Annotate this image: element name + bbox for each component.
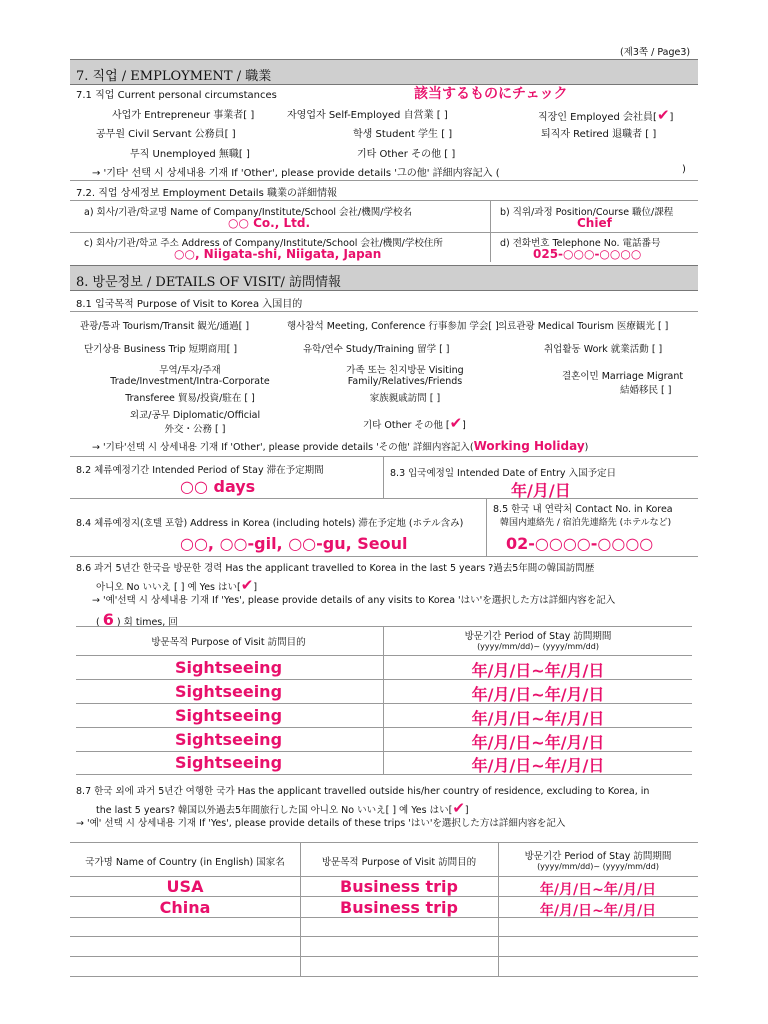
q87-note: → '예' 선택 시 상세내용 기재 If 'Yes', please provide details of these trips 'はい'を選択した方は詳細内容を記入 xyxy=(76,818,566,829)
section-7-title: 7. 직업 / EMPLOYMENT / 職業 xyxy=(76,69,272,84)
t87-row-purpose[interactable]: Business trip xyxy=(340,898,458,917)
check-mark-icon: ✔ xyxy=(449,414,463,432)
telephone-value[interactable]: 025-○○○-○○○○ xyxy=(533,247,642,261)
opt-marriage-line1[interactable]: 결혼이민 Marriage Migrant xyxy=(562,371,684,382)
q84-label: 8.4 체류예정지(호텔 포함) Address in Korea (including hotels) 滞在予定地 (ホテル含み) xyxy=(76,518,464,529)
company-address-value[interactable]: ○○, Niigata-shi, Niigata, Japan xyxy=(174,247,382,261)
t87-row-purpose[interactable]: Business trip xyxy=(340,877,458,896)
check-note: 該当するものにチェック xyxy=(414,86,568,102)
divider xyxy=(383,456,384,498)
check-mark-icon: ✔ xyxy=(656,106,670,124)
t86-header-purpose: 방문목적 Purpose of Visit 訪問目的 xyxy=(151,637,306,648)
t86-row-purpose[interactable]: Sightseeing xyxy=(174,682,283,701)
t86-header-period: 방문기간 Period of Stay 訪問期間 xyxy=(464,631,612,642)
t87-row-period[interactable]: 年/月/日~年/月/日 xyxy=(539,882,657,898)
divider xyxy=(76,703,692,704)
divider xyxy=(70,956,698,957)
korea-address-value[interactable]: ○○, ○○-gil, ○○-gu, Seoul xyxy=(180,534,408,553)
divider xyxy=(486,498,487,556)
divider xyxy=(70,200,698,201)
opt-trade-line3[interactable]: Transferee 貿易/投資/駐在 [ ] xyxy=(125,393,255,404)
q82-label: 8.2 체류예정기간 Intended Period of Stay 滞在予定期間 xyxy=(76,465,324,476)
opt-other-81[interactable] xyxy=(363,414,466,432)
divider xyxy=(70,556,698,557)
divider xyxy=(76,751,692,752)
section-8-title: 8. 방문정보 / DETAILS OF VISIT/ 訪問情報 xyxy=(76,275,342,290)
bracket: ] xyxy=(462,420,466,431)
opt-study[interactable]: 유학/연수 Study/Training 留学 [ ] xyxy=(303,344,450,355)
page-number: (제3쪽 / Page3) xyxy=(620,47,691,58)
company-name-label: a) 회사/기관/학교명 Name of Company/Institute/School 会社/機関/学校名 xyxy=(84,207,412,218)
other-note: → '기타' 선택 시 상세내용 기재 If 'Other', please provide details '그の他' 詳細内容記入 ( xyxy=(92,168,500,179)
opt-entrepreneur[interactable]: 사업가 Entrepreneur 事業者[ ] xyxy=(112,110,255,121)
opt-meeting[interactable]: 행사참석 Meeting, Conference 行事参加 学会[ ] xyxy=(287,321,499,332)
other-81-value[interactable]: Working Holiday xyxy=(473,439,585,453)
opt-tourism[interactable]: 관광/통과 Tourism/Transit 観光/通過[ ] xyxy=(80,321,250,332)
other-close: ) xyxy=(682,164,686,175)
q81-label: 8.1 입국목적 Purpose of Visit to Korea 入国目的 xyxy=(76,299,303,310)
divider xyxy=(70,976,698,977)
bracket: ] xyxy=(253,582,258,593)
opt-student[interactable]: 학생 Student 学生 [ ] xyxy=(353,129,453,140)
t86-row-period[interactable]: 年/月/日~年/月/日 xyxy=(471,709,605,728)
divider xyxy=(70,498,698,499)
q85-label-line2: 韓国内連絡先 / 宿泊先連絡先 (ホテルなど) xyxy=(500,518,672,528)
t86-row-purpose[interactable]: Sightseeing xyxy=(174,658,283,677)
opt-self-employed[interactable]: 자영업자 Self-Employed 自営業 [ ] xyxy=(287,110,448,121)
divider xyxy=(76,774,692,775)
t87-row-country[interactable]: China xyxy=(159,898,211,917)
q85-label-line1: 8.5 한국 내 연락처 Contact No. in Korea xyxy=(493,504,673,515)
company-name-value[interactable]: ○○ Co., Ltd. xyxy=(228,216,310,230)
t87-row-period[interactable]: 年/月/日~年/月/日 xyxy=(539,903,657,919)
opt-other[interactable]: 기타 Other その他 [ ] xyxy=(357,149,456,160)
divider xyxy=(76,679,692,680)
opt-trade-line1[interactable]: 무역/투자/주재 xyxy=(159,365,221,376)
opt-diplomatic-line2[interactable]: 外交・公務 [ ] xyxy=(164,424,226,435)
divider xyxy=(70,917,698,918)
q87-options: the last 5 years? 韓国以外過去5年間旅行した国 아니오 No いいえ[ ] 예 Yes はい[ xyxy=(96,805,453,816)
other-81-note xyxy=(92,439,588,453)
t87-header-purpose: 방문목적 Purpose of Visit 訪問目的 xyxy=(321,857,477,868)
t87-header-period-format: (yyyy/mm/dd)~ (yyyy/mm/dd) xyxy=(537,862,659,871)
q83-label: 8.3 입국예정일 Intended Date of Entry 入国予定日 xyxy=(390,468,617,479)
opt-trade-line2[interactable]: Trade/Investment/Intra-Corporate xyxy=(110,376,270,387)
opt-family-line3[interactable]: 家族親戚訪問 [ ] xyxy=(369,393,441,404)
divider xyxy=(70,456,698,457)
position-label: b) 직위/과정 Position/Course 職位/課程 xyxy=(500,207,674,218)
opt-civil-servant[interactable]: 공무원 Civil Servant 公務員[ ] xyxy=(96,129,236,140)
divider xyxy=(70,311,698,312)
divider xyxy=(70,936,698,937)
divider xyxy=(76,727,692,728)
opt-retired[interactable]: 퇴직자 Retired 退職者 [ ] xyxy=(541,129,657,140)
opt-work[interactable]: 취업활동 Work 就業活動 [ ] xyxy=(544,344,663,355)
t86-row-period[interactable]: 年/月/日~年/月/日 xyxy=(471,733,605,752)
divider xyxy=(70,180,698,181)
opt-unemployed[interactable]: 무직 Unemployed 無職[ ] xyxy=(130,149,250,160)
q86-label: 8.6 과거 5년간 한국을 방문한 경력 Has the applicant travelled to Korea in the last 5 years ?過去5年間の韓国訪問歴 xyxy=(76,563,595,574)
t87-header-country: 국가명 Name of Country (in English) 国家名 xyxy=(85,857,285,868)
t86-header-period-format: (yyyy/mm/dd)~ (yyyy/mm/dd) xyxy=(477,642,599,651)
opt-family-line2[interactable]: Family/Relatives/Friends xyxy=(347,376,463,387)
divider xyxy=(76,655,692,656)
stay-period-value[interactable]: ○○ days xyxy=(180,477,256,496)
company-address-label: c) 회사/기관/학교 주소 Address of Company/Institute/School 会社/機関/学校住所 xyxy=(84,238,443,249)
opt-employed[interactable] xyxy=(538,106,673,124)
divider xyxy=(490,200,491,262)
section-8-header xyxy=(70,265,698,291)
t86-row-period[interactable]: 年/月/日~年/月/日 xyxy=(471,661,605,680)
divider xyxy=(70,842,698,843)
divider xyxy=(70,896,698,897)
t86-row-purpose[interactable]: Sightseeing xyxy=(174,753,283,772)
q72-label: 7.2. 직업 상세정보 Employment Details 職業の詳細情報 xyxy=(76,188,337,199)
divider xyxy=(70,232,698,233)
opt-other-81-label: 기타 Other その他 [ xyxy=(363,420,450,431)
other-81-note-text: → '기타'선택 시 상세내용 기재 If 'Other', please provide details 'その他' 詳細内容記入( xyxy=(92,442,474,453)
opt-business[interactable]: 단기상용 Business Trip 短期商用[ ] xyxy=(84,344,238,355)
q87-label: 8.7 한국 외에 과거 5년간 여행한 국가 Has the applicant travelled outside his/her country of residence, excluding to Korea, in xyxy=(76,786,650,797)
opt-employed-label: 직장인 Employed 会社員[ xyxy=(538,112,657,123)
bracket: ] xyxy=(464,805,469,816)
telephone-label: d) 전화번호 Telephone No. 電話番号 xyxy=(500,238,661,249)
t86-row-purpose[interactable]: Sightseeing xyxy=(174,730,283,749)
q71-label: 7.1 직업 Current personal circumstances xyxy=(76,90,277,101)
bracket: ] xyxy=(669,112,674,123)
t86-row-purpose[interactable]: Sightseeing xyxy=(174,706,283,725)
q86-note: → '예'선택 시 상세내용 기재 If 'Yes', please provide details of any visits to Korea 'はい'を選択した方は詳細内容を記入 xyxy=(92,595,616,606)
t86-row-period[interactable]: 年/月/日~年/月/日 xyxy=(471,685,605,704)
check-mark-icon: ✔ xyxy=(452,799,465,817)
opt-medical[interactable]: 의료관광 Medical Tourism 医療観光 [ ] xyxy=(498,321,669,332)
t87-header-period: 방문기간 Period of Stay 訪問期間 xyxy=(524,851,672,862)
q86-options: 아니오 No いいえ [ ] 예 Yes はい[ xyxy=(96,582,241,593)
times-label: ) 회 times, 回 xyxy=(116,617,178,628)
position-value[interactable]: Chief xyxy=(577,216,612,230)
entry-date-value[interactable]: 年/月/日 xyxy=(511,481,571,500)
t87-row-country[interactable]: USA xyxy=(166,877,204,896)
korea-contact-value[interactable]: 02-○○○○-○○○○ xyxy=(506,534,654,553)
opt-diplomatic-line1[interactable]: 외교/공무 Diplomatic/Official xyxy=(129,410,261,421)
bracket: ) xyxy=(584,442,589,453)
opt-family-line1[interactable]: 가족 또는 친지방문 Visiting xyxy=(346,365,464,376)
visit-count-value[interactable]: 6 xyxy=(102,610,114,629)
divider xyxy=(76,626,692,627)
section-7-header xyxy=(70,59,698,85)
t86-row-period[interactable]: 年/月/日~年/月/日 xyxy=(471,756,605,775)
opt-marriage-line2[interactable]: 結婚移民 [ ] xyxy=(620,385,672,396)
check-mark-icon: ✔ xyxy=(240,576,254,594)
paren: ( xyxy=(96,617,100,628)
